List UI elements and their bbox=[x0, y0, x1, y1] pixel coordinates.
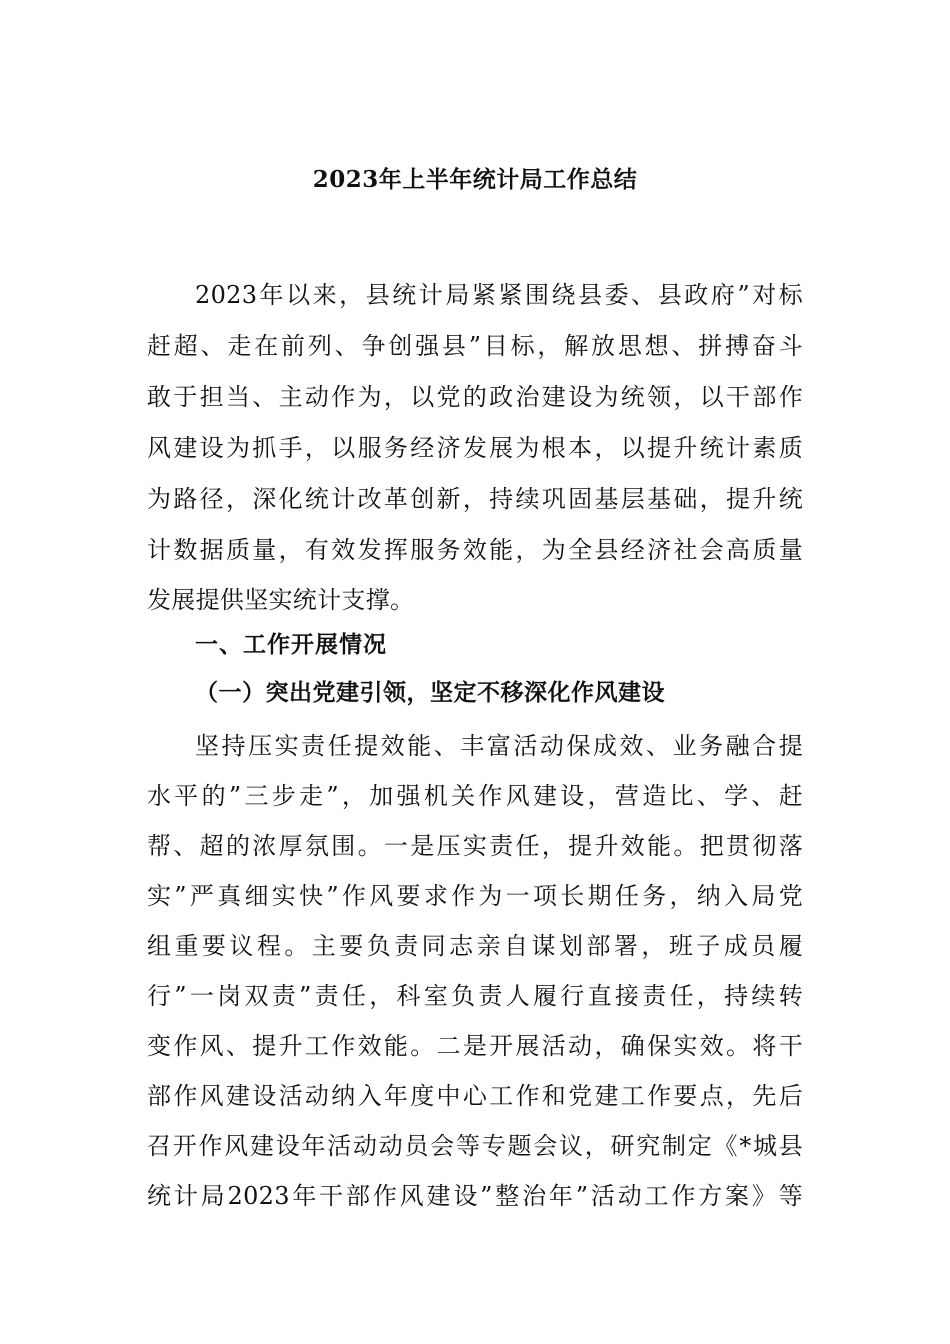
body-line: 召开作风建设年活动动员会等专题会议，研究制定《*城县 bbox=[147, 1132, 803, 1160]
subsection-heading: （一）突出党建引领，坚定不移深化作风建设 bbox=[195, 679, 665, 706]
intro-line: 2023年以来，县统计局紧紧围绕县委、县政府”对标 bbox=[195, 281, 803, 309]
document-title: 2023年上半年统计局工作总结 bbox=[312, 166, 638, 193]
intro-line: 计数据质量，有效发挥服务效能，为全县经济社会高质量 bbox=[147, 536, 803, 564]
body-line: 实”严真细实快”作风要求作为一项长期任务，纳入局党 bbox=[147, 882, 803, 910]
body-line: 变作风、提升工作效能。二是开展活动，确保实效。将干 bbox=[147, 1032, 803, 1060]
intro-line: 赶超、走在前列、争创强县”目标，解放思想、拼搏奋斗 bbox=[147, 332, 803, 360]
body-line: 行”一岗双责”责任，科室负责人履行直接责任，持续转 bbox=[147, 982, 803, 1010]
body-line: 坚持压实责任提效能、丰富活动保成效、业务融合提 bbox=[195, 732, 803, 760]
intro-line: 风建设为抓手，以服务经济发展为根本，以提升统计素质 bbox=[147, 434, 803, 462]
body-line: 统计局2023年干部作风建设”整治年”活动工作方案》等 bbox=[147, 1182, 803, 1210]
body-line: 帮、超的浓厚氛围。一是压实责任，提升效能。把贯彻落 bbox=[147, 832, 803, 860]
body-line: 部作风建设活动纳入年度中心工作和党建工作要点，先后 bbox=[147, 1082, 803, 1110]
intro-line: 为路径，深化统计改革创新，持续巩固基层基础，提升统 bbox=[147, 485, 803, 513]
body-line: 水平的”三步走”，加强机关作风建设，营造比、学、赶 bbox=[147, 782, 803, 810]
section-heading: 一、工作开展情况 bbox=[195, 631, 387, 658]
intro-line: 发展提供坚实统计支撑。 bbox=[147, 586, 415, 614]
body-line: 组重要议程。主要负责同志亲自谋划部署，班子成员履 bbox=[147, 932, 803, 960]
intro-line: 敢于担当、主动作为，以党的政治建设为统领，以干部作 bbox=[147, 383, 803, 411]
